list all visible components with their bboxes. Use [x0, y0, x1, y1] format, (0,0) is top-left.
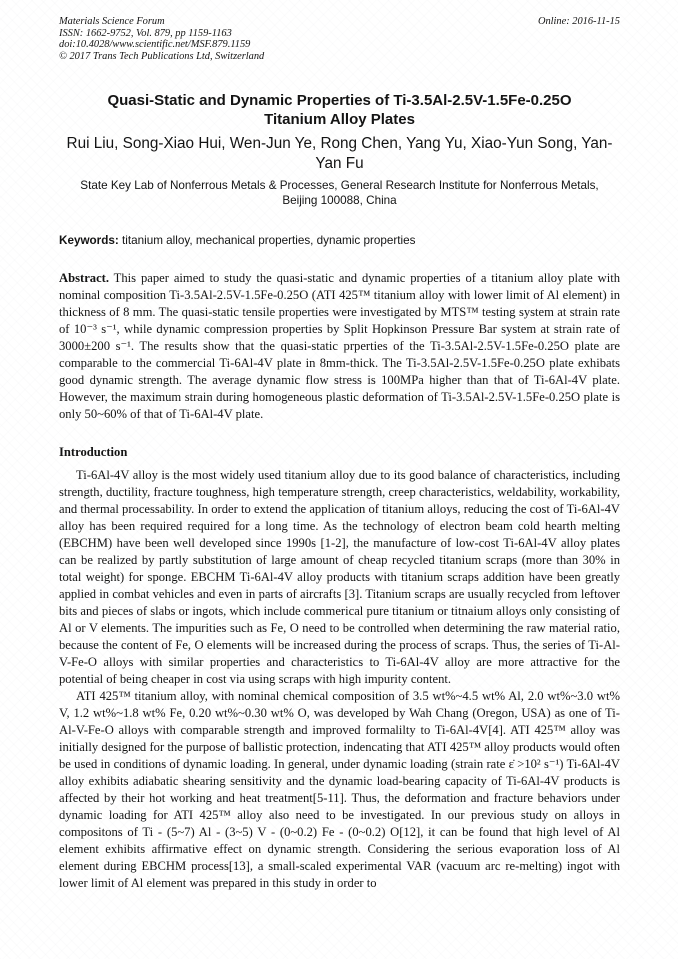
keywords-text: titanium alloy, mechanical properties, dynamic properties — [118, 234, 416, 247]
copyright-line: © 2017 Trans Tech Publications Ltd, Switzerland — [59, 50, 265, 62]
journal-name: Materials Science Forum — [59, 16, 165, 27]
abstract-paragraph — [59, 270, 620, 423]
issn-line: ISSN: 1662-9752, Vol. 879, pp 1159-1163 — [59, 27, 232, 39]
online-date: Online: 2016-11-15 — [537, 16, 620, 27]
abstract-label: Abstract. — [59, 270, 110, 285]
intro-paragraph-1: Ti-6Al-4V alloy is the most widely used titanium alloy due to its good balance of characteristics, including strength, ductility, fracture toughness, high temperature strength, creep characteristics, weldability, workability, and thermal processability. In order to extend the application of titanium alloys, reducing the cost of Ti-6Al-4V alloy has been required required for a long time. As the technology of electron beam cold hearth melting (EBCHM) have been well developed since 1990s [1-2], the manufacture of low-cost Ti-6Al-4V alloy plates can be realized by partly substitution of large amount of cheap recycled titanium scraps (more than 30% in total weight) for sponge. EBCHM Ti-6Al-4V alloy products with titanium scraps addition have been greatly applied in combat vehicles and even in parts of aircrafts [3]. Titanium scraps are usually recycled from leftover bits and pieces of slabs or ingots, which include commerical pure titanium or titnaium alloys only consisting of Al or V elements. The impurities such as Fe, O need to be controlled when determining the raw material ratio, because the content of Fe, O elements will be increased during the process of scraps. Thus, the series of Ti-Al-V-Fe-O alloys with similar properties and characteristics to Ti-6Al-4V alloy are more attractive for the potential of being cheaper in cost via using scraps with high impurity content. — [59, 467, 620, 686]
keywords-line — [59, 234, 620, 249]
keywords-label: Keywords: — [59, 234, 119, 247]
journal-header — [59, 16, 620, 62]
journal-info-block — [59, 16, 264, 62]
intro-paragraph-2: ATI 425™ titanium alloy, with nominal chemical composition of 3.5 wt%~4.5 wt% Al, 2.0 wt%~3.0 wt% V, 1.2 wt%~1.8 wt% Fe, 0.20 wt%~0.30 wt% O, was developed by Wah Chang (Oregon, USA) as one of Ti-Al-V-Fe-O alloys with comparable strength and improved formalilty to Ti-6Al-4V[4]. ATI 425™ alloy was initially designed for the purpose of ballistic protection, indencating that ATI 425™ alloy products would often be used in conditions of dynamic loading. In general, under dynamic loading (strain rate ε̇ >10² s⁻¹) Ti-6Al-4V alloy exhibits adiabatic shearing sensitivity and the dynamic load-bearing capacity of Ti-6Al-4V products is affected by their hot working and heat treatment[5-11]. Thus, the deformation and fracture behaviors under dynamic loading for ATI 425™ alloy also need to be investigated. In our previous study on alloys in compositons of Ti - (5~7) Al - (3~5) V - (0~0.2) Fe - (0~0.2) O[12], it can be found that high level of Al element exhibits affirmative effect on dynamic strength. Considering the serious evaporation loss of Al element during EBCHM process[13], a small-scaled experimental VAR (vacuum arc re-melting) ingot with lower limit of Al element was prepared in this study in order to — [59, 688, 620, 890]
doi-line: doi:10.4028/www.scientific.net/MSF.879.1159 — [59, 39, 251, 50]
affiliation-line: State Key Lab of Nonferrous Metals & Processes, General Research Institute for Nonferrous Metals, Beijing 100088, China — [80, 179, 599, 207]
introduction-heading: Introduction — [59, 444, 128, 459]
authors-line: Rui Liu, Song-Xiao Hui, Wen-Jun Ye, Rong Chen, Yang Yu, Xiao-Yun Song, Yan-Yan Fu — [66, 135, 613, 172]
abstract-text: This paper aimed to study the quasi-static and dynamic properties of a titanium alloy plate with nominal composition Ti-3.5Al-2.5V-1.5Fe-0.25O (ATI 425™ titanium alloy with lower limit of Al element) in thickness of 8 mm. The quasi-static tensile properties were investigated by MTS™ testing system at strain rate of 10⁻³ s⁻¹, while dynamic compression properties by Split Hopkinson Pressure Bar system at strain rate of 3000±200 s⁻¹. The results show that the quasi-static prperties of the Ti-3.5Al-2.5V-1.5Fe-0.25O plate are comparable to the commercial Ti-6Al-4V plate in 8mm-thick. The Ti-3.5Al-2.5V-1.5Fe-0.25O plate exhibats good dynamic strength. The average dynamic flow stress is 100MPa higher than that of Ti-6Al-4V plate. However, the maximum strain during homogeneous plastic deformation of Ti-3.5Al-2.5V-1.5Fe-0.25O plate is only 50~60% of that of Ti-6Al-4V plate. — [59, 270, 620, 421]
paper-title: Quasi-Static and Dynamic Properties of Ti-3.5Al-2.5V-1.5Fe-0.25O Titanium Alloy Plates — [107, 92, 572, 128]
